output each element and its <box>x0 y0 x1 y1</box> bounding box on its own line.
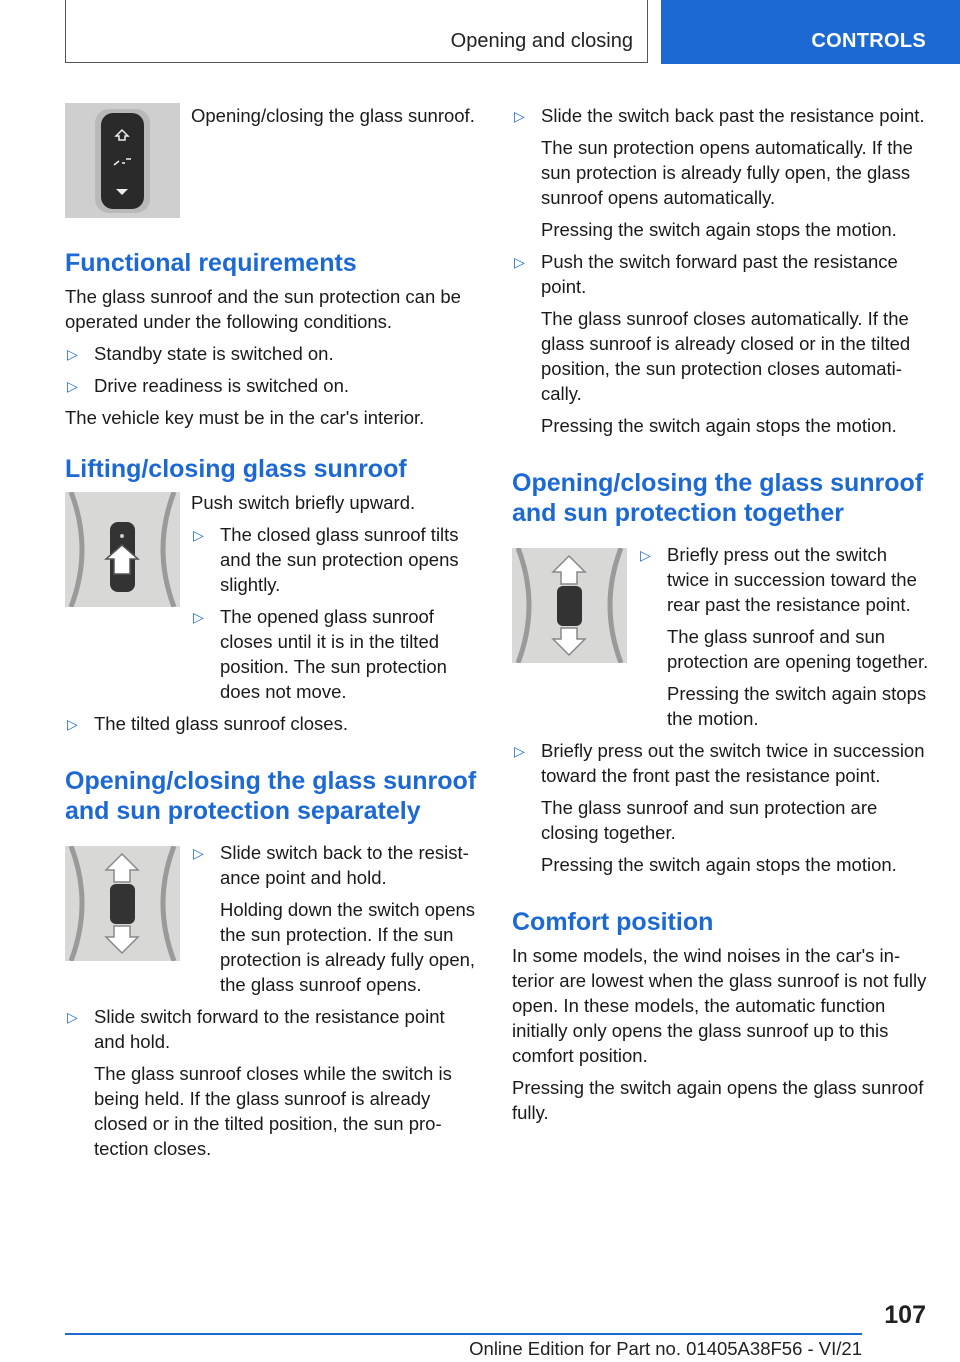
list-item-text: Slide switch back to the resistance point and hold. <box>220 842 469 888</box>
triangle-bullet-icon: ▷ <box>640 547 651 563</box>
list-item-text: The closed glass sunroof tilts and the sun protection opens slightly. <box>220 524 459 595</box>
left-column <box>65 103 477 1168</box>
triangle-bullet-icon: ▷ <box>67 1009 78 1025</box>
list-item-text: The glass sunroof closes automatically. If the glass sunroof is already closed or in the tilted position, the sun protection closes automatically. <box>541 308 911 404</box>
functional-requirements-heading: Functional requirements <box>65 249 357 277</box>
right-column <box>512 103 932 1132</box>
lifting-closing-heading: Lifting/closing glass sunroof <box>65 455 407 483</box>
triangle-bullet-icon: ▷ <box>193 609 204 625</box>
lifting-intro: Push switch briefly upward. <box>191 492 416 513</box>
vehicle-key-note: The vehicle key must be in the car's interior. <box>65 407 425 428</box>
list-item <box>512 249 932 438</box>
switch-push-up-image <box>65 492 180 607</box>
header-section-box <box>65 0 648 63</box>
header-section-title: Opening and closing <box>450 30 633 52</box>
list-item-text: The sun protection opens automatically. If the sun protection is already fully open, the glass sunroof opens automatically. <box>541 137 913 208</box>
list-item-text: Holding down the switch opens the sun protection. If the sun protection is already fully open, the glass sunroof opens. <box>220 899 476 995</box>
opening-together-heading: Opening/closing the glass sunroof and sun protection together <box>512 469 924 527</box>
list-item-text: The glass sunroof and sun protection are closing together. <box>541 797 878 843</box>
list-item-text: Briefly press out the switch twice in succession toward the rear past the resistance point. <box>667 544 917 615</box>
together-figure-row <box>512 542 932 738</box>
comfort-position-text-2: Pressing the switch again opens the glass sunroof fully. <box>512 1077 924 1123</box>
list-item-text: Briefly press out the switch twice in succession toward the front past the resistance point. <box>541 740 925 786</box>
list-item-text: Slide the switch back past the resistance point. <box>541 105 925 126</box>
list-item-text: The tilted glass sunroof closes. <box>94 713 348 734</box>
page-number: 107 <box>884 1301 926 1329</box>
functional-requirements-text: The glass sunroof and the sun protection can be operated under the following conditions. <box>65 286 461 332</box>
header-chapter-label: CONTROLS <box>811 30 926 52</box>
list-item <box>65 341 477 366</box>
list-item-text: Pressing the switch again stops the motion. <box>667 683 927 729</box>
triangle-bullet-icon: ▷ <box>193 527 204 543</box>
list-item <box>512 738 932 877</box>
sunroof-switch-figure-row <box>65 103 477 218</box>
list-item-text: Standby state is switched on. <box>94 343 334 364</box>
list-item <box>65 711 477 736</box>
list-item <box>65 1004 477 1161</box>
switch-double-press-image <box>512 548 627 663</box>
comfort-position-text: In some models, the wind noises in the car's interior are lowest when the glass sunroof is not fully open. In these models, the automatic function initially only opens the glass sunroof up to this comfort position. <box>512 945 927 1066</box>
sunroof-switch-caption: Opening/closing the glass sunroof. <box>191 105 475 126</box>
triangle-bullet-icon: ▷ <box>514 254 525 270</box>
footer-divider <box>65 1333 862 1335</box>
triangle-bullet-icon: ▷ <box>67 716 78 732</box>
header-chapter-tab[interactable] <box>661 0 960 64</box>
footer-edition: Online Edition for Part no. 01405A38F56 - VI/21 <box>469 1338 862 1359</box>
lifting-figure-row <box>65 490 477 711</box>
triangle-bullet-icon: ▷ <box>193 845 204 861</box>
switch-slide-image <box>65 846 180 961</box>
list-item-text: The opened glass sunroof closes until it is in the tilted position. The sun protection does not move. <box>220 606 447 702</box>
list-item <box>191 604 477 704</box>
list-item <box>191 522 477 597</box>
list-item <box>65 373 477 398</box>
triangle-bullet-icon: ▷ <box>514 108 525 124</box>
list-item-text: The glass sunroof and sun protection are opening together. <box>667 626 929 672</box>
list-item-text: Pressing the switch again stops the motion. <box>541 219 897 240</box>
list-item-text: Drive readiness is switched on. <box>94 375 349 396</box>
triangle-bullet-icon: ▷ <box>67 346 78 362</box>
list-item <box>191 840 477 997</box>
list-item-text: Pressing the switch again stops the motion. <box>541 854 897 875</box>
list-item-text: The glass sunroof closes while the switch is being held. If the glass sunroof is already closed or in the tilted position, the sun protection closes. <box>94 1063 452 1159</box>
triangle-bullet-icon: ▷ <box>67 378 78 394</box>
list-item-text: Slide switch forward to the resistance point and hold. <box>94 1006 445 1052</box>
list-item-text: Pressing the switch again stops the motion. <box>541 415 897 436</box>
triangle-bullet-icon: ▷ <box>514 743 525 759</box>
list-item-text: Push the switch forward past the resistance point. <box>541 251 898 297</box>
list-item <box>512 103 932 242</box>
opening-separately-heading: Opening/closing the glass sunroof and sun protection separately <box>65 767 477 825</box>
sunroof-switch-image <box>65 103 180 218</box>
list-item <box>638 542 932 731</box>
separately-figure-row <box>65 840 477 1004</box>
comfort-position-heading: Comfort position <box>512 908 714 936</box>
